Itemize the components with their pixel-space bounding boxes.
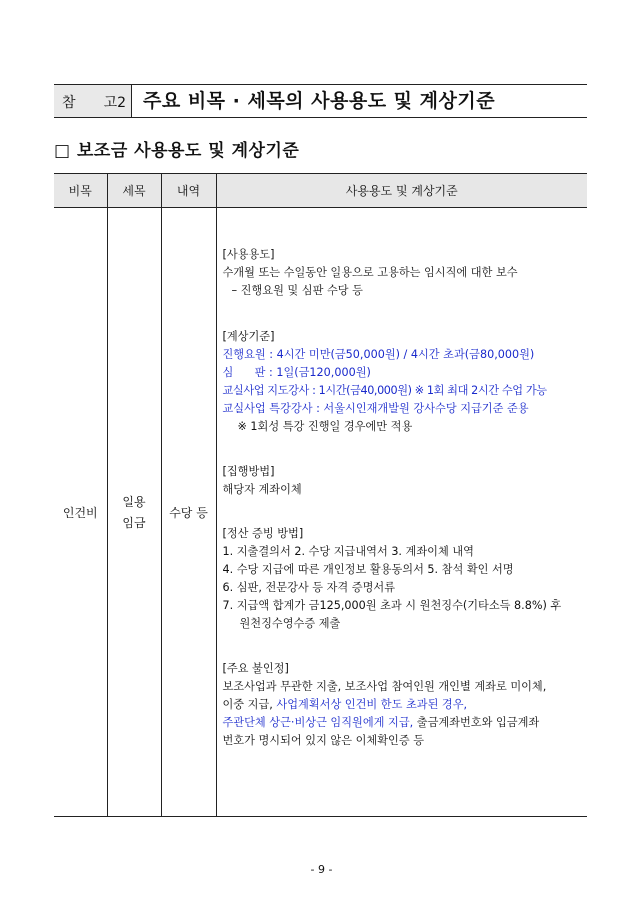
calc-line: 교실사업 특강강사 : 서울시인재개발원 강사수당 지급기준 준용: [222, 402, 529, 415]
reference-tag-right: 고2: [103, 95, 126, 111]
proof-line: 7. 지급액 합계가 금125,000원 초과 시 원천징수(기타소득 8.8%) 후: [222, 599, 562, 612]
proof-line: 4. 수당 지급에 따른 개인정보 활용동의서 5. 참석 확인 서명: [222, 563, 514, 576]
reject-highlight: 사업계획서상 인건비 한도 초과된 경우,: [276, 698, 468, 711]
reference-title: 주요 비목 · 세목의 사용용도 및 계상기준: [143, 90, 496, 112]
proof-line: 1. 지출결의서 2. 수당 지급내역서 3. 계좌이체 내역: [222, 545, 474, 558]
header-detail: 내역: [161, 174, 216, 208]
reference-tag-left: 참: [62, 95, 76, 111]
cell-category: 인건비: [54, 208, 107, 817]
proof-line: 원천징수영수증 제출: [239, 617, 341, 630]
calc-note: ※ 1회성 특강 진행일 경우에만 적용: [237, 420, 413, 433]
proof-line: 6. 심판, 전문강사 등 자격 증명서류: [222, 581, 396, 594]
reference-header: [54, 84, 587, 118]
reject-line: 보조사업과 무관한 지출, 보조사업 참여인원 개인별 계좌로 미이체,: [222, 680, 547, 693]
exec-heading: [집행방법]: [222, 465, 275, 478]
calc-heading: [계상기준]: [222, 330, 275, 343]
cell-subcategory-line2: 임금: [122, 516, 146, 530]
usage-heading: [사용용도]: [222, 248, 275, 261]
reference-tag: [54, 85, 132, 117]
cell-subcategory: [107, 208, 161, 817]
page-number: - 9 -: [310, 863, 333, 876]
calc-line: 교실사업 지도강사 : 1시간(금40,000원) ※ 1회 최대 2시간 수업 가능: [222, 384, 547, 397]
exec-line: 해당자 계좌이체: [222, 483, 302, 496]
cell-subcategory-line1: 일용: [122, 495, 146, 509]
usage-line: 수개월 또는 수일동안 일용으로 고용하는 임시직에 대한 보수: [222, 266, 518, 279]
proof-heading: [정산 증빙 방법]: [222, 527, 304, 540]
calc-line: 심 판 : 1일(금120,000원): [222, 366, 371, 379]
exec-block: [223, 463, 584, 499]
calc-line: 진행요원 : 4시간 미만(금50,000원) / 4시간 초과(금80,000원): [222, 348, 535, 361]
usage-block: [223, 246, 584, 300]
reject-line: [223, 696, 584, 714]
reject-highlight: 주관단체 상근·비상근 임직원에게 지급,: [222, 716, 414, 729]
usage-line: – 진행요원 및 심판 수당 등: [231, 284, 363, 297]
cell-usage-criteria: [216, 208, 587, 817]
budget-table: [54, 173, 587, 817]
section-title: □ 보조금 사용용도 및 계상기준: [54, 141, 300, 161]
calc-block: [223, 328, 584, 436]
reject-block: [223, 660, 584, 750]
reject-text: 이중 지급,: [222, 698, 277, 711]
header-subcategory: 세목: [107, 174, 161, 208]
reject-heading: [주요 불인정]: [222, 662, 289, 675]
reject-line: [223, 714, 584, 732]
header-usage-criteria: 사용용도 및 계상기준: [216, 174, 587, 208]
reject-text: 출금계좌번호와 입금계좌: [413, 716, 540, 729]
table-row: [54, 208, 587, 817]
proof-block: [223, 525, 584, 633]
header-category: 비목: [54, 174, 107, 208]
cell-detail: 수당 등: [161, 208, 216, 817]
table-header-row: [54, 174, 587, 208]
reject-line: 번호가 명시되어 있지 않은 이체확인증 등: [222, 734, 425, 747]
